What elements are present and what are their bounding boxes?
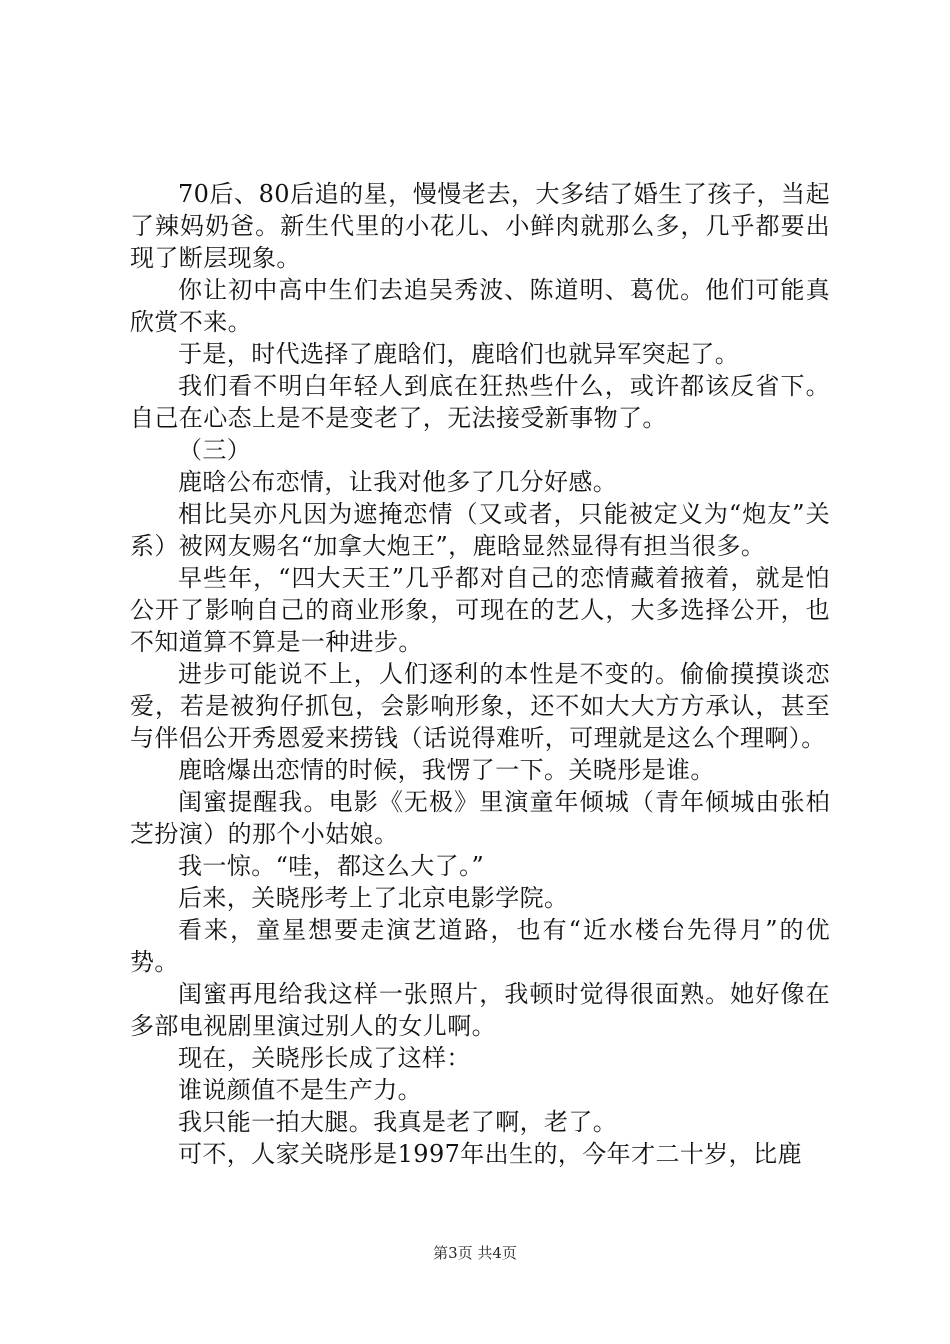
paragraph: 进步可能说不上，人们逐利的本性是不变的。偷偷摸摸谈恋爱，若是被狗仔抓包，会影响形象，还不如大大方方承认，甚至与伴侣公开秀恩爱来捞钱（话说得难听，可理就是这么个理啊）。 bbox=[130, 660, 830, 752]
paragraph: 鹿晗公布恋情，让我对他多了几分好感。 bbox=[178, 468, 618, 496]
paragraph: 现在，关晓彤长成了这样： bbox=[178, 1044, 471, 1072]
paragraph: 可不，人家关晓彤是1997年出生的，今年才二十岁，比鹿 bbox=[178, 1140, 802, 1168]
paragraph: 看来，童星想要走演艺道路，也有“近水楼台先得月”的优势。 bbox=[130, 916, 830, 976]
paragraph: 早些年，“四大天王”几乎都对自己的恋情藏着掖着，就是怕公开了影响自己的商业形象，可现在的艺人，大多选择公开，也不知道算不算是一种进步。 bbox=[130, 564, 830, 656]
paragraph: 70后、80后追的星，慢慢老去，大多结了婚生了孩子，当起了辣妈奶爸。新生代里的小花儿、小鲜肉就那么多，几乎都要出现了断层现象。 bbox=[130, 180, 830, 272]
paragraph: 后来，关晓彤考上了北京电影学院。 bbox=[178, 884, 569, 912]
paragraph: 你让初中高中生们去追吴秀波、陈道明、葛优。他们可能真欣赏不来。 bbox=[130, 276, 830, 336]
paragraph: 我只能一拍大腿。我真是老了啊，老了。 bbox=[178, 1108, 618, 1136]
paragraph: 闺蜜再甩给我这样一张照片，我顿时觉得很面熟。她好像在多部电视剧里演过别人的女儿啊。 bbox=[130, 980, 830, 1040]
paragraph: 我一惊。“哇，都这么大了。” bbox=[178, 852, 485, 880]
paragraph: 谁说颜值不是生产力。 bbox=[178, 1076, 422, 1104]
section-heading: （三） bbox=[178, 436, 252, 464]
body-text bbox=[130, 178, 830, 1170]
page-footer bbox=[0, 1243, 950, 1263]
paragraph: 我们看不明白年轻人到底在狂热些什么，或许都该反省下。自己在心态上是不是变老了，无法接受新事物了。 bbox=[130, 372, 830, 432]
paragraph: 鹿晗爆出恋情的时候，我愣了一下。关晓彤是谁。 bbox=[178, 756, 715, 784]
paragraph: 闺蜜提醒我。电影《无极》里演童年倾城（青年倾城由张柏芝扮演）的那个小姑娘。 bbox=[130, 788, 830, 848]
page-number: 第3页 共4页 bbox=[433, 1244, 517, 1262]
paragraph: 于是，时代选择了鹿晗们，鹿晗们也就异军突起了。 bbox=[178, 340, 740, 368]
paragraph: 相比吴亦凡因为遮掩恋情（又或者，只能被定义为“炮友”关系）被网友赐名“加拿大炮王”，鹿晗显然显得有担当很多。 bbox=[130, 500, 830, 560]
